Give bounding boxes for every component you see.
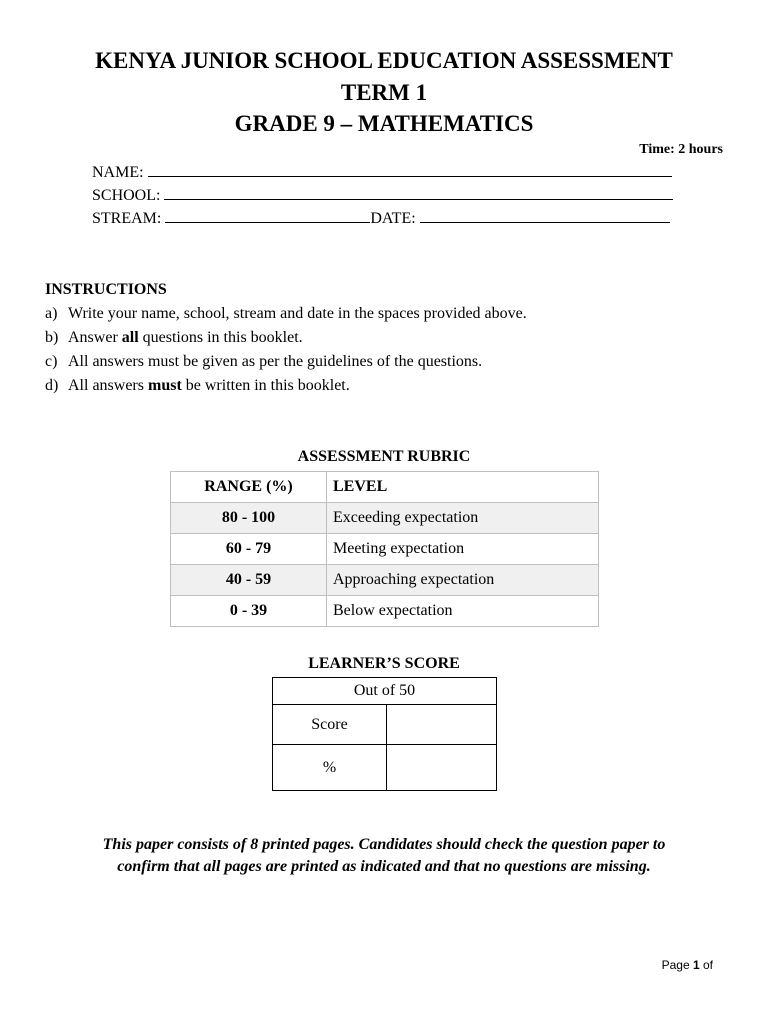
- candidate-note-line2: confirm that all pages are printed as indicated and that no questions are missing.: [117, 858, 651, 875]
- instruction-emphasis: all: [121, 329, 139, 346]
- instruction-emphasis: must: [147, 377, 182, 394]
- rubric-range-cell: 0 - 39: [171, 596, 327, 627]
- score-input-cell[interactable]: [387, 705, 497, 745]
- out-of-cell: Out of 50: [273, 678, 497, 705]
- candidate-note-line1: This paper consists of 8 printed pages. Candidates should check the question paper to: [102, 836, 666, 853]
- instruction-text: Answer: [68, 329, 122, 346]
- school-field[interactable]: [92, 184, 673, 207]
- instruction-text: Write your name, school, stream and date in the spaces provided above.: [68, 305, 527, 322]
- rubric-header-range: RANGE (%): [171, 472, 327, 503]
- name-blank-line[interactable]: [148, 161, 672, 177]
- name-field[interactable]: [92, 161, 672, 184]
- table-row: [171, 596, 599, 627]
- rubric-header-level: LEVEL: [327, 472, 599, 503]
- rubric-table: [170, 471, 599, 627]
- rubric-title: ASSESSMENT RUBRIC: [297, 448, 471, 465]
- page-number: [662, 958, 713, 972]
- score-header-row: [273, 678, 497, 705]
- grade-subject-title: GRADE 9 – MATHEMATICS: [234, 111, 534, 136]
- table-row: [171, 565, 599, 596]
- instruction-item: [45, 350, 482, 374]
- instruction-item: [45, 374, 350, 398]
- rubric-range-cell: 40 - 59: [171, 565, 327, 596]
- date-blank-line[interactable]: [420, 207, 670, 223]
- instructions-heading: INSTRUCTIONS: [45, 281, 167, 298]
- page-current: 1: [692, 958, 700, 972]
- instruction-text: All answers: [68, 377, 148, 394]
- percent-row: [273, 745, 497, 791]
- rubric-range-cell: 60 - 79: [171, 534, 327, 565]
- score-label-cell: Score: [273, 705, 387, 745]
- instruction-item: [45, 302, 527, 326]
- percent-label-cell: %: [273, 745, 387, 791]
- learner-score-table: [272, 677, 497, 791]
- school-label: SCHOOL:: [92, 187, 161, 204]
- stream-date-field[interactable]: [92, 207, 670, 230]
- school-blank-line[interactable]: [164, 184, 673, 200]
- instruction-text: be written in this booklet.: [181, 377, 350, 394]
- instruction-label: a): [45, 305, 58, 322]
- instruction-item: [45, 326, 303, 350]
- rubric-level-cell: Meeting expectation: [327, 534, 599, 565]
- time-allowed: Time: 2 hours: [639, 142, 723, 157]
- name-label: NAME:: [92, 164, 144, 181]
- rubric-level-cell: Exceeding expectation: [327, 503, 599, 534]
- date-label: DATE:: [370, 210, 416, 227]
- assessment-title: KENYA JUNIOR SCHOOL EDUCATION ASSESSMENT: [95, 48, 673, 73]
- rubric-range-cell: 80 - 100: [171, 503, 327, 534]
- page-prefix: Page: [661, 958, 693, 972]
- table-row: [171, 503, 599, 534]
- page-suffix: of: [699, 958, 713, 972]
- score-row: [273, 705, 497, 745]
- rubric-header-row: [171, 472, 599, 503]
- percent-input-cell[interactable]: [387, 745, 497, 791]
- instruction-label: c): [45, 353, 58, 370]
- stream-label: STREAM:: [92, 210, 162, 227]
- table-row: [171, 534, 599, 565]
- candidate-note: [0, 834, 768, 878]
- instruction-text: questions in this booklet.: [138, 329, 303, 346]
- rubric-level-cell: Approaching expectation: [327, 565, 599, 596]
- stream-blank-line[interactable]: [165, 207, 370, 223]
- instruction-label: d): [45, 377, 59, 394]
- instruction-text: All answers must be given as per the guidelines of the questions.: [68, 353, 483, 370]
- instruction-label: b): [45, 329, 59, 346]
- rubric-level-cell: Below expectation: [327, 596, 599, 627]
- term-title: TERM 1: [340, 80, 428, 105]
- learner-score-title: LEARNER’S SCORE: [308, 655, 460, 672]
